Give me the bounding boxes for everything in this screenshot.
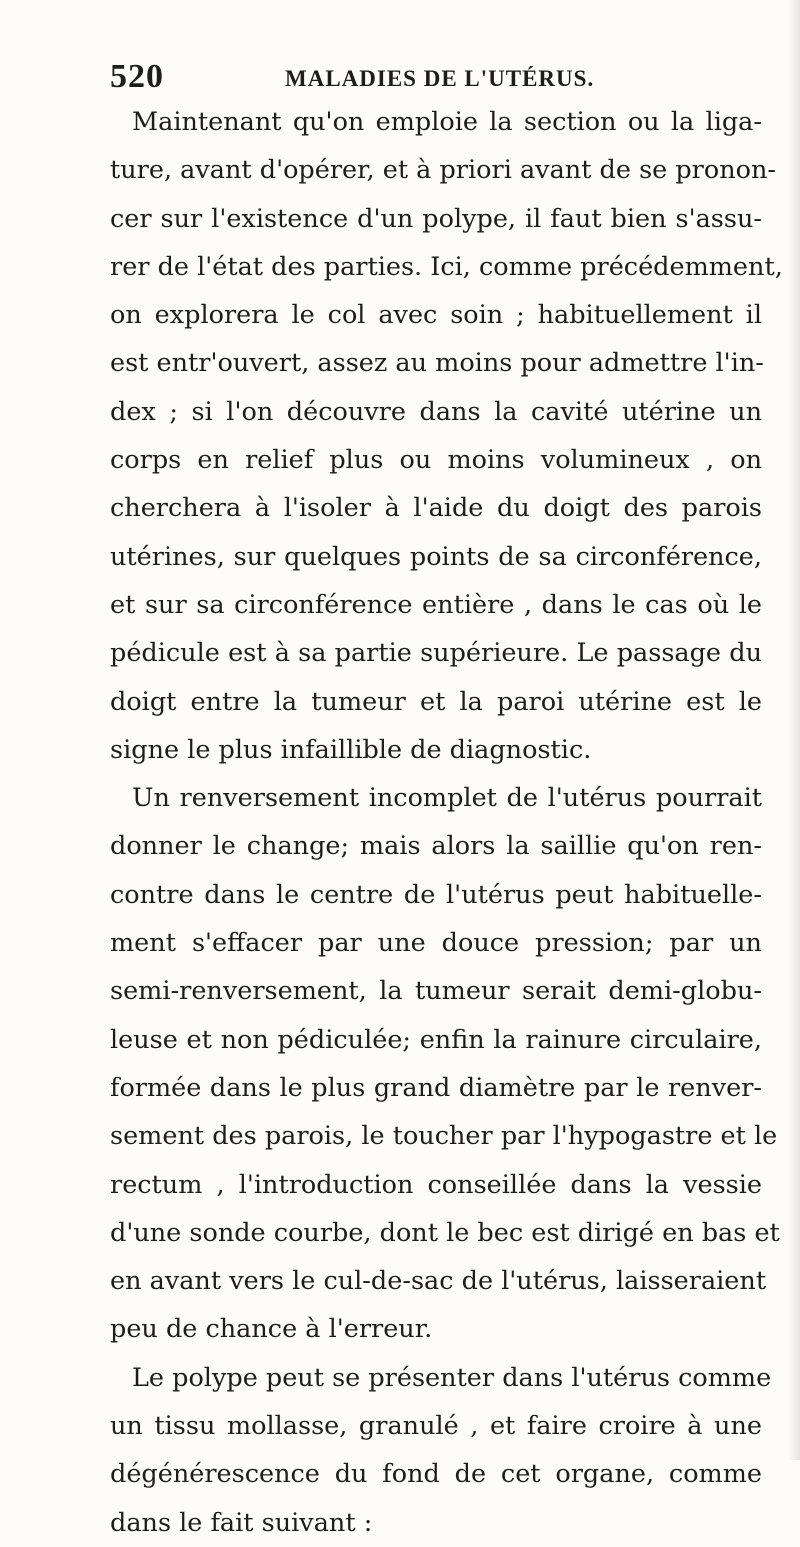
text-line: cer sur l'existence d'un polype, il faut bien s'assu- <box>110 203 762 234</box>
text-line: Maintenant qu'on emploie la section ou la liga- <box>132 107 762 137</box>
text-line: ture, avant d'opérer, et à priori avant de se pronon- <box>110 155 777 186</box>
text-line: Un renversement incomplet de l'utérus pourrait <box>132 783 762 814</box>
text-line: utérines, sur quelques points de sa circonférence, <box>110 541 762 572</box>
text-line: contre dans le centre de l'utérus peut habituelle- <box>110 879 762 910</box>
text-line: pédicule est à sa partie supérieure. Le passage du <box>110 638 762 669</box>
text-line: est entr'ouvert, assez au moins pour admettre l'in- <box>110 348 764 379</box>
text-line: donner le change; mais alors la saillie qu'on ren- <box>110 831 762 862</box>
paragraph-1 <box>110 98 783 774</box>
running-head <box>110 58 762 98</box>
body-text <box>110 98 783 1547</box>
text-line: un tissu mollasse, granulé , et faire croire à une <box>110 1411 762 1442</box>
paragraph-2 <box>110 774 780 1354</box>
text-line: et sur sa circonférence entière , dans le cas où le <box>110 589 762 620</box>
text-line: dans le fait suivant : <box>110 1507 373 1538</box>
page-edge-shadow <box>788 0 800 1460</box>
text-line: dégénérescence du fond de cet organe, comme <box>110 1459 762 1490</box>
text-line: formée dans le plus grand diamètre par le renver- <box>110 1072 762 1103</box>
text-line: doigt entre la tumeur et la paroi utérine est le <box>110 686 762 717</box>
text-line: ment s'effacer par une douce pression; par un <box>110 928 762 959</box>
text-line: Le polype peut se présenter dans l'utérus comme <box>132 1362 772 1393</box>
text-line: rer de l'état des parties. Ici, comme précédemment, <box>110 251 783 282</box>
page-number: 520 <box>110 58 164 95</box>
text-line: semi-renversement, la tumeur serait demi-globu- <box>110 976 762 1007</box>
text-line: signe le plus infaillible de diagnostic. <box>110 734 592 765</box>
running-title: MALADIES DE L'UTÉRUS. <box>285 66 595 91</box>
text-line: d'une sonde courbe, dont le bec est dirigé en bas et <box>110 1217 780 1248</box>
text-line: dex ; si l'on découvre dans la cavité utérine un <box>110 396 762 427</box>
text-line: corps en relief plus ou moins volumineux , on <box>110 445 762 476</box>
text-line: leuse et non pédiculée; enfin la rainure circulaire, <box>110 1024 762 1055</box>
text-line: on explorera le col avec soin ; habituellement il <box>110 300 762 331</box>
paragraph-3 <box>110 1354 772 1547</box>
text-line: sement des parois, le toucher par l'hypogastre et le <box>110 1121 778 1152</box>
text-line: rectum , l'introduction conseillée dans la vessie <box>110 1169 762 1200</box>
text-line: en avant vers le cul-de-sac de l'utérus, laisseraient <box>110 1266 767 1297</box>
text-line: cherchera à l'isoler à l'aide du doigt des parois <box>110 493 762 524</box>
text-line: peu de chance à l'erreur. <box>110 1314 433 1345</box>
